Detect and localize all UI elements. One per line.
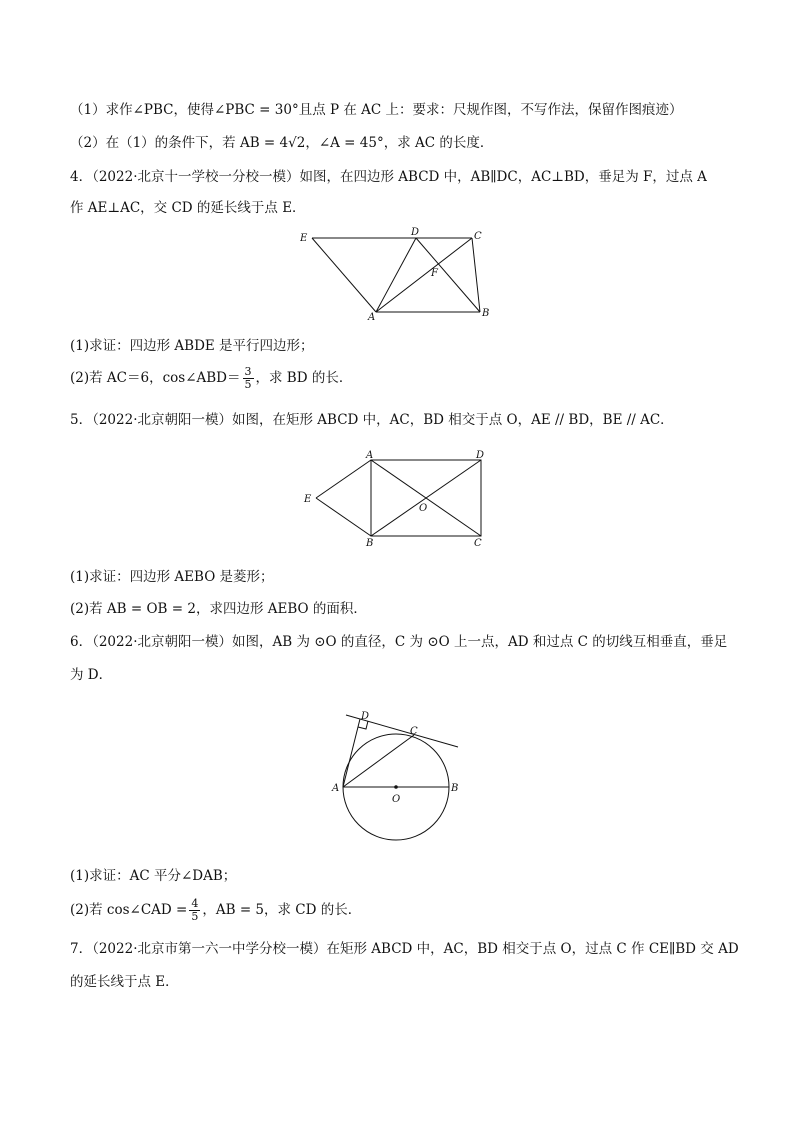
label-D: D bbox=[476, 450, 485, 461]
q4-stem-line2: 作 AE⊥AC，交 CD 的延长线于点 E． bbox=[70, 200, 306, 216]
q6-sub2-pre: (2)若 cos∠CAD = bbox=[70, 902, 188, 918]
line-AD bbox=[376, 238, 416, 312]
label-A: A bbox=[366, 450, 374, 461]
label-D: D bbox=[411, 227, 420, 238]
q6-stem-line2: 为 D． bbox=[70, 667, 113, 683]
label-A: A bbox=[332, 783, 340, 794]
label-O: O bbox=[419, 503, 428, 514]
label-B: B bbox=[451, 783, 459, 794]
q4-sub2-pre: (2)若 AC＝6，cos∠ABD＝ bbox=[70, 370, 241, 386]
line-EA bbox=[316, 460, 371, 498]
q4-sub1: (1)求证：四边形 ABDE 是平行四边形； bbox=[70, 338, 314, 354]
label-D: D bbox=[361, 711, 370, 722]
q6-figure bbox=[326, 705, 466, 845]
fraction-denominator: 5 bbox=[244, 378, 252, 391]
q6-sub2 bbox=[70, 898, 730, 923]
q5-stem: 5．（2022·北京朝阳一模）如图，在矩形 ABCD 中，AC，BD 相交于点 O，AE // BD，BE // AC． bbox=[70, 412, 674, 428]
q4-sub2-post: ，求 BD 的长． bbox=[255, 370, 353, 386]
fraction-denominator: 5 bbox=[191, 910, 199, 923]
line-EB bbox=[316, 498, 371, 536]
label-E: E bbox=[300, 233, 308, 244]
label-E: E bbox=[304, 494, 312, 505]
q6-sub1: (1)求证：AC 平分∠DAB； bbox=[70, 868, 237, 884]
label-C: C bbox=[410, 726, 418, 737]
label-B: B bbox=[482, 308, 490, 319]
q7-stem-line1: 7．（2022·北京市第一六一中学分校一模）在矩形 ABCD 中，AC，BD 相交于点 O，过点 C 作 CE∥BD 交 AD bbox=[70, 941, 739, 957]
q3-part2: （2）在（1）的条件下，若 AB = 4√2，∠A = 45°，求 AC 的长度． bbox=[70, 135, 494, 151]
q4-figure bbox=[300, 226, 500, 322]
q6-sub2-post: ，AB = 5，求 CD 的长． bbox=[202, 902, 362, 918]
q4-stem-line1: 4．（2022·北京十一学校一分校一模）如图，在四边形 ABCD 中，AB∥DC，AC⊥BD，垂足为 F，过点 A bbox=[70, 169, 707, 185]
q4-sub2 bbox=[70, 366, 730, 391]
center-dot bbox=[394, 785, 398, 789]
label-A: A bbox=[368, 312, 376, 322]
line-EA bbox=[312, 238, 376, 312]
fraction bbox=[243, 366, 254, 391]
label-F: F bbox=[431, 268, 438, 279]
line-AC bbox=[376, 238, 472, 312]
q5-figure bbox=[300, 448, 500, 554]
line-CB bbox=[472, 238, 480, 312]
q5-sub1: (1)求证：四边形 AEBO 是菱形； bbox=[70, 569, 274, 585]
q5-sub2: (2)若 AB = OB = 2，求四边形 AEBO 的面积． bbox=[70, 601, 367, 617]
fraction-numerator: 3 bbox=[244, 365, 252, 378]
q3-part1: （1）求作∠PBC，使得∠PBC = 30°且点 P 在 AC 上：要求：尺规作图，不写作法，保留作图痕迹） bbox=[70, 102, 683, 118]
label-B: B bbox=[366, 538, 374, 549]
fraction-numerator: 4 bbox=[191, 897, 199, 910]
q7-stem-line2: 的延长线于点 E． bbox=[70, 974, 179, 990]
q6-stem-line1: 6．（2022·北京朝阳一模）如图，AB 为 ⊙O 的直径，C 为 ⊙O 上一点，AD 和过点 C 的切线互相垂直，垂足 bbox=[70, 634, 728, 650]
label-O: O bbox=[392, 794, 401, 805]
label-C: C bbox=[474, 538, 482, 549]
fraction bbox=[189, 898, 200, 923]
label-C: C bbox=[474, 231, 482, 242]
line-DB bbox=[416, 238, 480, 312]
